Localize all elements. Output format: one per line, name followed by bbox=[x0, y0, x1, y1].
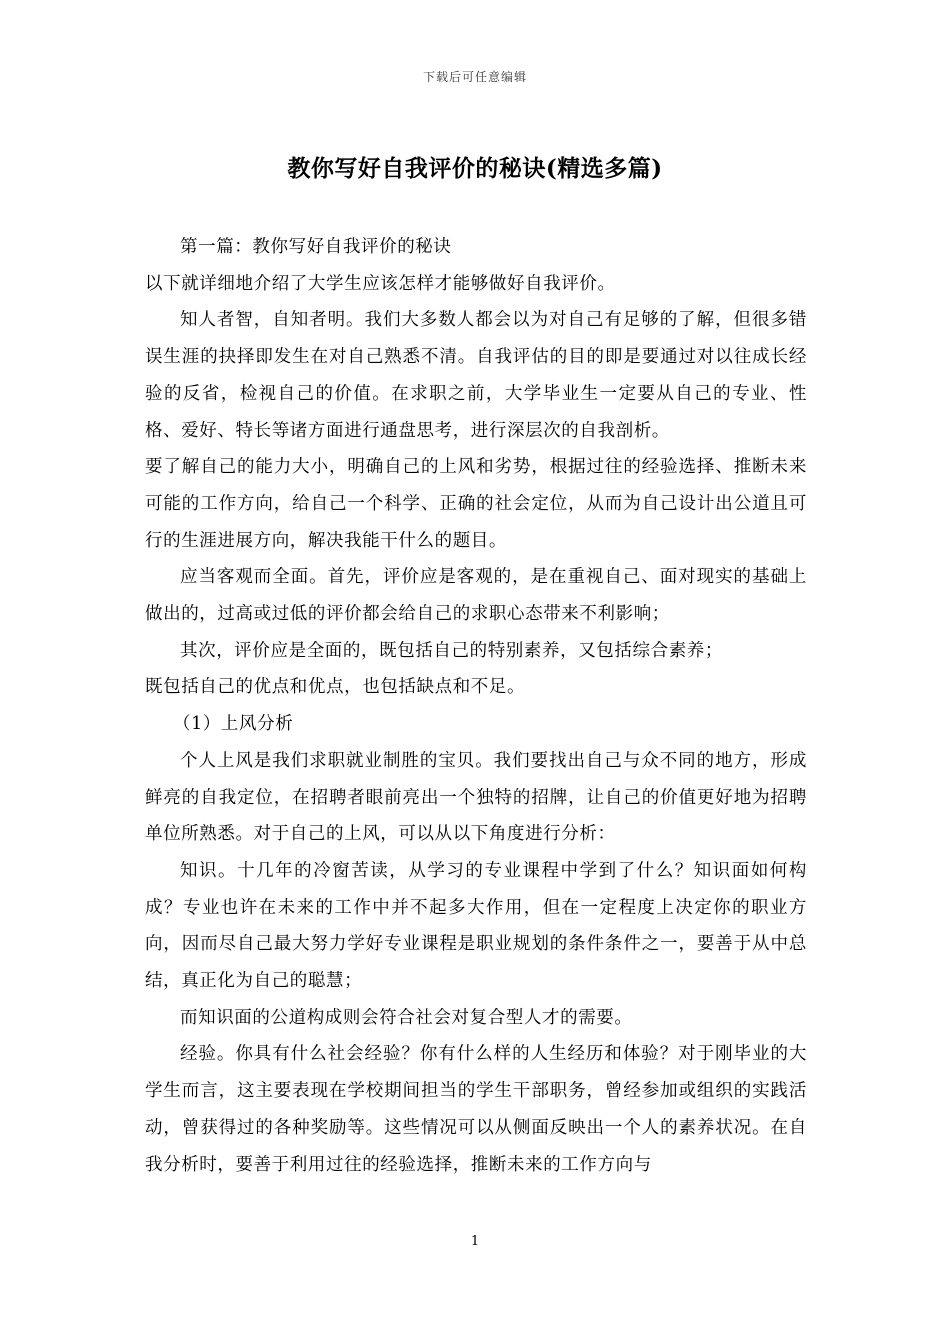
paragraph: 个人上风是我们求职就业制胜的宝贝。我们要找出自己与众不同的地方，形成鲜亮的自我定位，在招聘者眼前亮出一个独特的招牌，让自己的价值更好地为招聘单位所熟悉。对于自己的上风，可以从以下角度进行分析： bbox=[145, 750, 807, 845]
paragraph: 而知识面的公道构成则会符合社会对复合型人才的需要。 bbox=[180, 1007, 633, 1028]
section-heading: 第一篇：教你写好自我评价的秘诀 bbox=[180, 237, 452, 257]
paragraph: 经验。你具有什么社会经验？你有什么样的人生经历和体验？对于刚毕业的大学生而言，这主要表现在学校期间担当的学生干部职务，曾经参加或组织的实践活动，曾获得过的各种奖励等。这些情况可以从侧面反映出一个人的素养状况。在自我分析时，要善于利用过往的经验选择，推断未来的工作方向与 bbox=[145, 1044, 807, 1175]
paragraph: 以下就详细地介绍了大学生应该怎样才能够做好自我评价。 bbox=[145, 273, 616, 294]
document-body bbox=[145, 229, 807, 1183]
paragraph: 知识。十几年的冷窗苦读，从学习的专业课程中学到了什么？知识面如何构成？专业也许在未来的工作中并不起多大作用，但在一定程度上决定你的职业方向，因而尽自己最大努力学好专业课程是职业规划的条件条件之一，要善于从中总结，真正化为自己的聪慧； bbox=[145, 860, 807, 992]
paragraph: 知人者智，自知者明。我们大多数人都会以为对自己有足够的了解，但很多错误生涯的抉择即发生在对自己熟悉不清。自我评估的目的即是要通过对以往成长经验的反省，检视自己的价值。在求职之前，大学毕业生一定要从自己的专业、性格、爱好、特长等诸方面进行通盘思考，进行深层次的自我剖析。 bbox=[145, 310, 807, 441]
page-header-note: 下载后可任意编辑 bbox=[422, 70, 527, 84]
paragraph: 要了解自己的能力大小，明确自己的上风和劣势，根据过往的经验选择、推断未来可能的工作方向，给自己一个科学、正确的社会定位，从而为自己设计出公道且可行的生涯进展方向，解决我能干什么的题目。 bbox=[145, 457, 807, 551]
paragraph: 其次，评价应是全面的，既包括自己的特别素养，又包括综合素养； bbox=[180, 640, 723, 661]
page-number: 1 bbox=[470, 1234, 480, 1249]
document-title: 教你写好自我评价的秘诀(精选多篇) bbox=[287, 155, 663, 182]
paragraph: 既包括自己的优点和优点，也包括缺点和不足。 bbox=[145, 677, 526, 698]
subsection-heading: （1）上风分析 bbox=[173, 714, 294, 735]
paragraph: 应当客观而全面。首先，评价应是客观的，是在重视自己、面对现实的基础上做出的，过高或过低的评价都会给自己的求职心态带来不利影响； bbox=[145, 567, 807, 625]
